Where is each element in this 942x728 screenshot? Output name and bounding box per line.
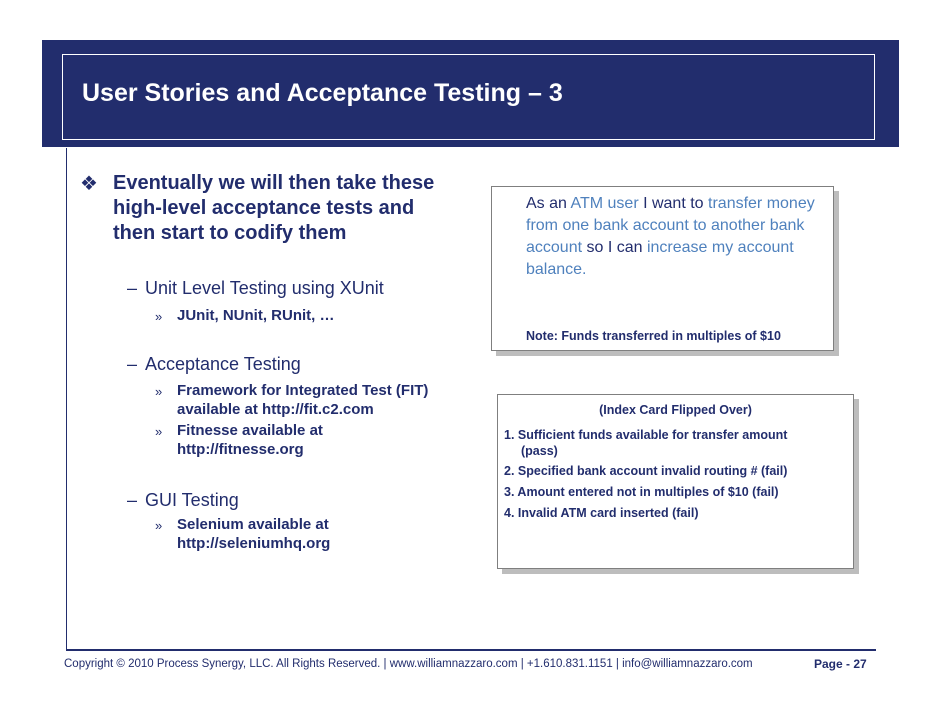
sub-bullet-label: GUI Testing [145,490,239,510]
subsub-line: http://fitnesse.org [177,441,304,458]
main-bullet-line: then start to codify them [113,222,347,244]
story-benefit: increase my account balance. [526,239,794,278]
main-bullet-line: high-level acceptance tests and [113,197,415,219]
left-border-line [66,148,67,650]
story-text: so I can [582,239,647,256]
user-story-card [491,186,834,351]
chevron-bullet-icon: » [155,309,163,324]
slide-title: User Stories and Acceptance Testing – 3 [82,79,563,107]
diamond-bullet-icon: ❖ [80,173,98,195]
criteria-line: 1. Sufficient funds available for transfer amount [504,428,788,442]
acceptance-criteria-card [497,394,854,569]
dash-marker: – [127,354,138,374]
subsub-bullet [177,515,330,553]
main-bullet [113,171,473,246]
subsub-line: JUnit, NUnit, RUnit, … [177,307,335,324]
sub-bullet-label: Unit Level Testing using XUnit [145,278,384,298]
footer-copyright: Copyright © 2010 Process Synergy, LLC. All Rights Reserved. | www.williamnazzaro.com | +1.610.831.1151 | info@williamnazzaro.com [64,658,753,670]
dash-marker: – [127,278,138,298]
criteria-line: 3. Amount entered not in multiples of $10 (fail) [504,485,779,499]
criteria-item [504,427,844,459]
subsub-line: available at http://fit.c2.com [177,401,374,418]
bottom-border-line [66,649,876,651]
sub-bullet-label: Acceptance Testing [145,354,301,374]
subsub-bullet [177,381,428,419]
main-bullet-line: Eventually we will then take these [113,172,435,194]
story-text: As an [526,195,571,212]
chevron-bullet-icon: » [155,518,163,533]
story-text: I want to [638,195,709,212]
dash-marker: – [127,490,138,510]
subsub-line: Selenium available at [177,516,329,533]
criteria-item [504,463,844,479]
subsub-line: http://seleniumhq.org [177,535,331,552]
story-note: Note: Funds transferred in multiples of $10 [526,329,781,343]
criteria-item [504,505,844,521]
criteria-line: (pass) [521,444,558,458]
criteria-line: 4. Invalid ATM card inserted (fail) [504,506,699,520]
story-role: ATM user [570,195,639,212]
sub-bullet-gui-testing [127,490,239,511]
criteria-item [504,484,844,500]
user-story-text [526,193,826,281]
sub-bullet-unit-testing [127,278,384,299]
subsub-bullet [177,306,335,325]
sub-bullet-acceptance-testing [127,354,301,375]
subsub-bullet [177,421,323,459]
card-heading: (Index Card Flipped Over) [599,403,752,417]
chevron-bullet-icon: » [155,384,163,399]
subsub-line: Fitnesse available at [177,422,323,439]
chevron-bullet-icon: » [155,424,163,439]
page-number: Page - 27 [814,657,867,671]
story-goal: transfer money from one bank account to another bank account [526,195,815,256]
criteria-line: 2. Specified bank account invalid routing # (fail) [504,464,788,478]
subsub-line: Framework for Integrated Test (FIT) [177,382,429,399]
